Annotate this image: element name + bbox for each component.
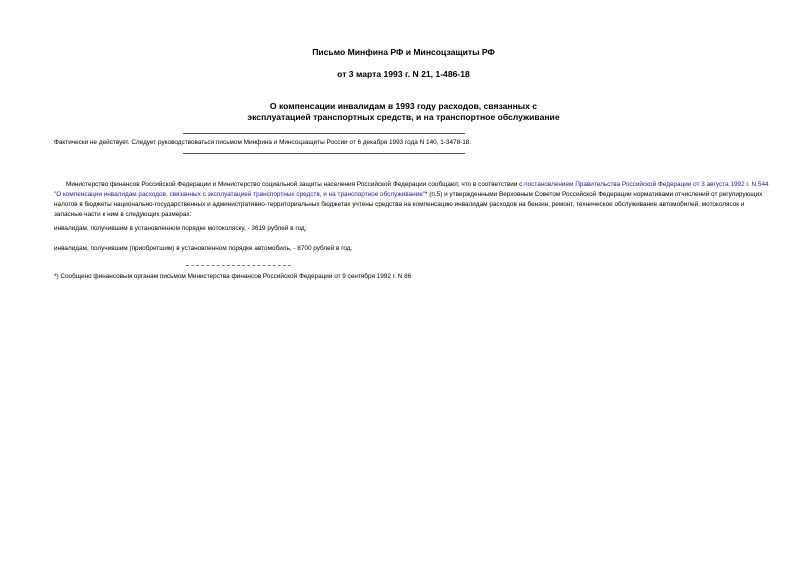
notice-bottom-rule	[183, 153, 465, 154]
footnote: *) Сообщено финансовым органам письмом Министерства финансов Российской Федерации от 9 сентября 1992 г. N 86	[54, 273, 412, 280]
main-paragraph-intro: Министерство финансов Российской Федерации и Министерство социальной защиты населения Российской Федерации сообщают, что в соответствии с	[66, 181, 525, 188]
list-item-motorcycle: инвалидам, получившим в установленном порядке мотоколяску, - 3619 рублей в год;	[54, 225, 307, 232]
footnote-separator	[186, 265, 291, 266]
document-subject-line-1: О компенсации инвалидам в 1993 году расходов, связанных с	[269, 101, 538, 111]
status-notice: Фактически не действует. Следует руководствоваться письмом Минфина и Минсоцзащиты России от 6 декабря 1993 года N 140, 1-3478-18.	[54, 139, 472, 146]
document-title: Письмо Минфина РФ и Минсоцзащиты РФ	[312, 47, 495, 57]
main-paragraph-rest: * (п.5) и утвержденными Верховным Советом Российской Федерации нормативами отчислений от регулирующих налогов в бюджеты национально-государственных и административно-территориальных бюджетах учтены средства на компенсацию инвалидам расходов на бензин, ремонт, техническое обслуживание автомобилей, мотоколясок и запасные части к ним в следующих размерах:	[54, 191, 763, 218]
resolution-544-link[interactable]: постановлением Правительства Российской Федерации от 3 августа 1992 г. N 544 "О компенсации инвалидам расходов, связанных с эксплуатацией транспортных средств, и на транспортное обслуживание"	[54, 181, 769, 198]
document-subject-line-2: эксплуатацией транспортных средств, и на транспортное обслуживание	[247, 112, 560, 122]
list-item-car: инвалидам, получившим (приобретшим) в установленном порядке автомобиль, - 8700 рублей в год.	[54, 245, 353, 252]
notice-top-rule	[183, 133, 465, 134]
main-paragraph	[54, 180, 772, 220]
document-date-number: от 3 марта 1993 г. N 21, 1-486-18	[337, 69, 470, 79]
